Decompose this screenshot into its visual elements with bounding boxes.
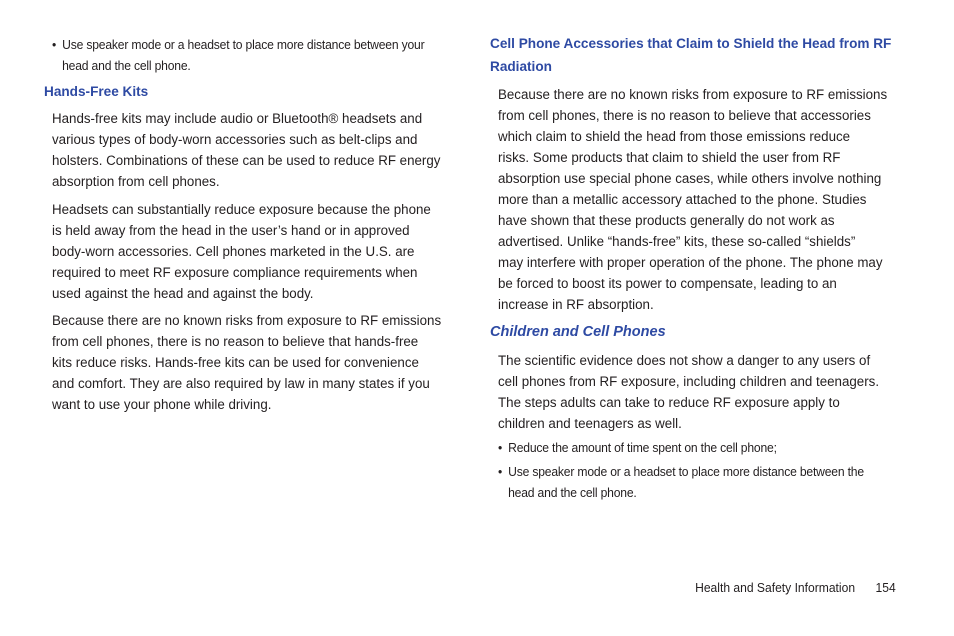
bullet-item-speaker-mode-right: • Use speaker mode or a headset to place more distance between the head and the cell phone.	[498, 461, 864, 503]
paragraph-hands-free-intro: Hands-free kits may include audio or Bluetooth® headsets and various types of body-worn accessories such as belt-clips and holsters. Combinations of these can be used to reduce RF energy absorption from cell phones.	[52, 111, 441, 190]
paragraph-shield-accessories: Because there are no known risks from exposure to RF emissions from cell phones, there is no reason to believe that accessories which claim to shield the head from those emissions reduce risks. Some products that claim to shield the user from RF absorption use special phone cases, while others involve nothing more than a metallic accessory attached to the phone. Studies have shown that these products generally do not work as advertised. Unlike “hands-free” kits, these so-called “shields” may interfere with proper operation of the phone. The phone may be forced to boost its power to compensate, leading to an increase in RF absorption.	[498, 87, 888, 313]
page-number: 154	[875, 580, 896, 595]
bullet-glyph: •	[498, 440, 503, 455]
bullet-glyph: •	[52, 37, 57, 52]
footer-section-title: Health and Safety Information	[695, 580, 856, 595]
bullet-glyph: •	[498, 464, 503, 479]
paragraph-headsets: Headsets can substantially reduce exposure because the phone is held away from the head in the user’s hand or in approved body-worn accessories. Cell phones marketed in the U.S. are required to meet RF exposure compliance requirements when used against the head and against the body.	[52, 202, 431, 302]
paragraph-children: The scientific evidence does not show a danger to any users of cell phones from RF exposure, including children and teenagers. The steps adults can take to reduce RF exposure apply to children and teenagers as well.	[498, 353, 880, 432]
bullet-item-speaker-mode: • Use speaker mode or a headset to place more distance between your head and the cell phone.	[52, 34, 424, 76]
heading-children-cell-phones: Children and Cell Phones	[490, 324, 666, 340]
heading-shield-accessories: Cell Phone Accessories that Claim to Shield the Head from RF Radiation	[490, 36, 892, 74]
paragraph-no-known-risks: Because there are no known risks from exposure to RF emissions from cell phones, there is no reason to believe that hands-free kits reduce risks. Hands-free kits can be used for convenience and comfort. They are also required by law in many states if you want to use your phone while driving.	[52, 313, 442, 413]
bullet-item-reduce-time: • Reduce the amount of time spent on the cell phone;	[498, 437, 777, 458]
heading-hands-free-kits: Hands-Free Kits	[44, 84, 149, 99]
page-footer	[695, 578, 896, 598]
